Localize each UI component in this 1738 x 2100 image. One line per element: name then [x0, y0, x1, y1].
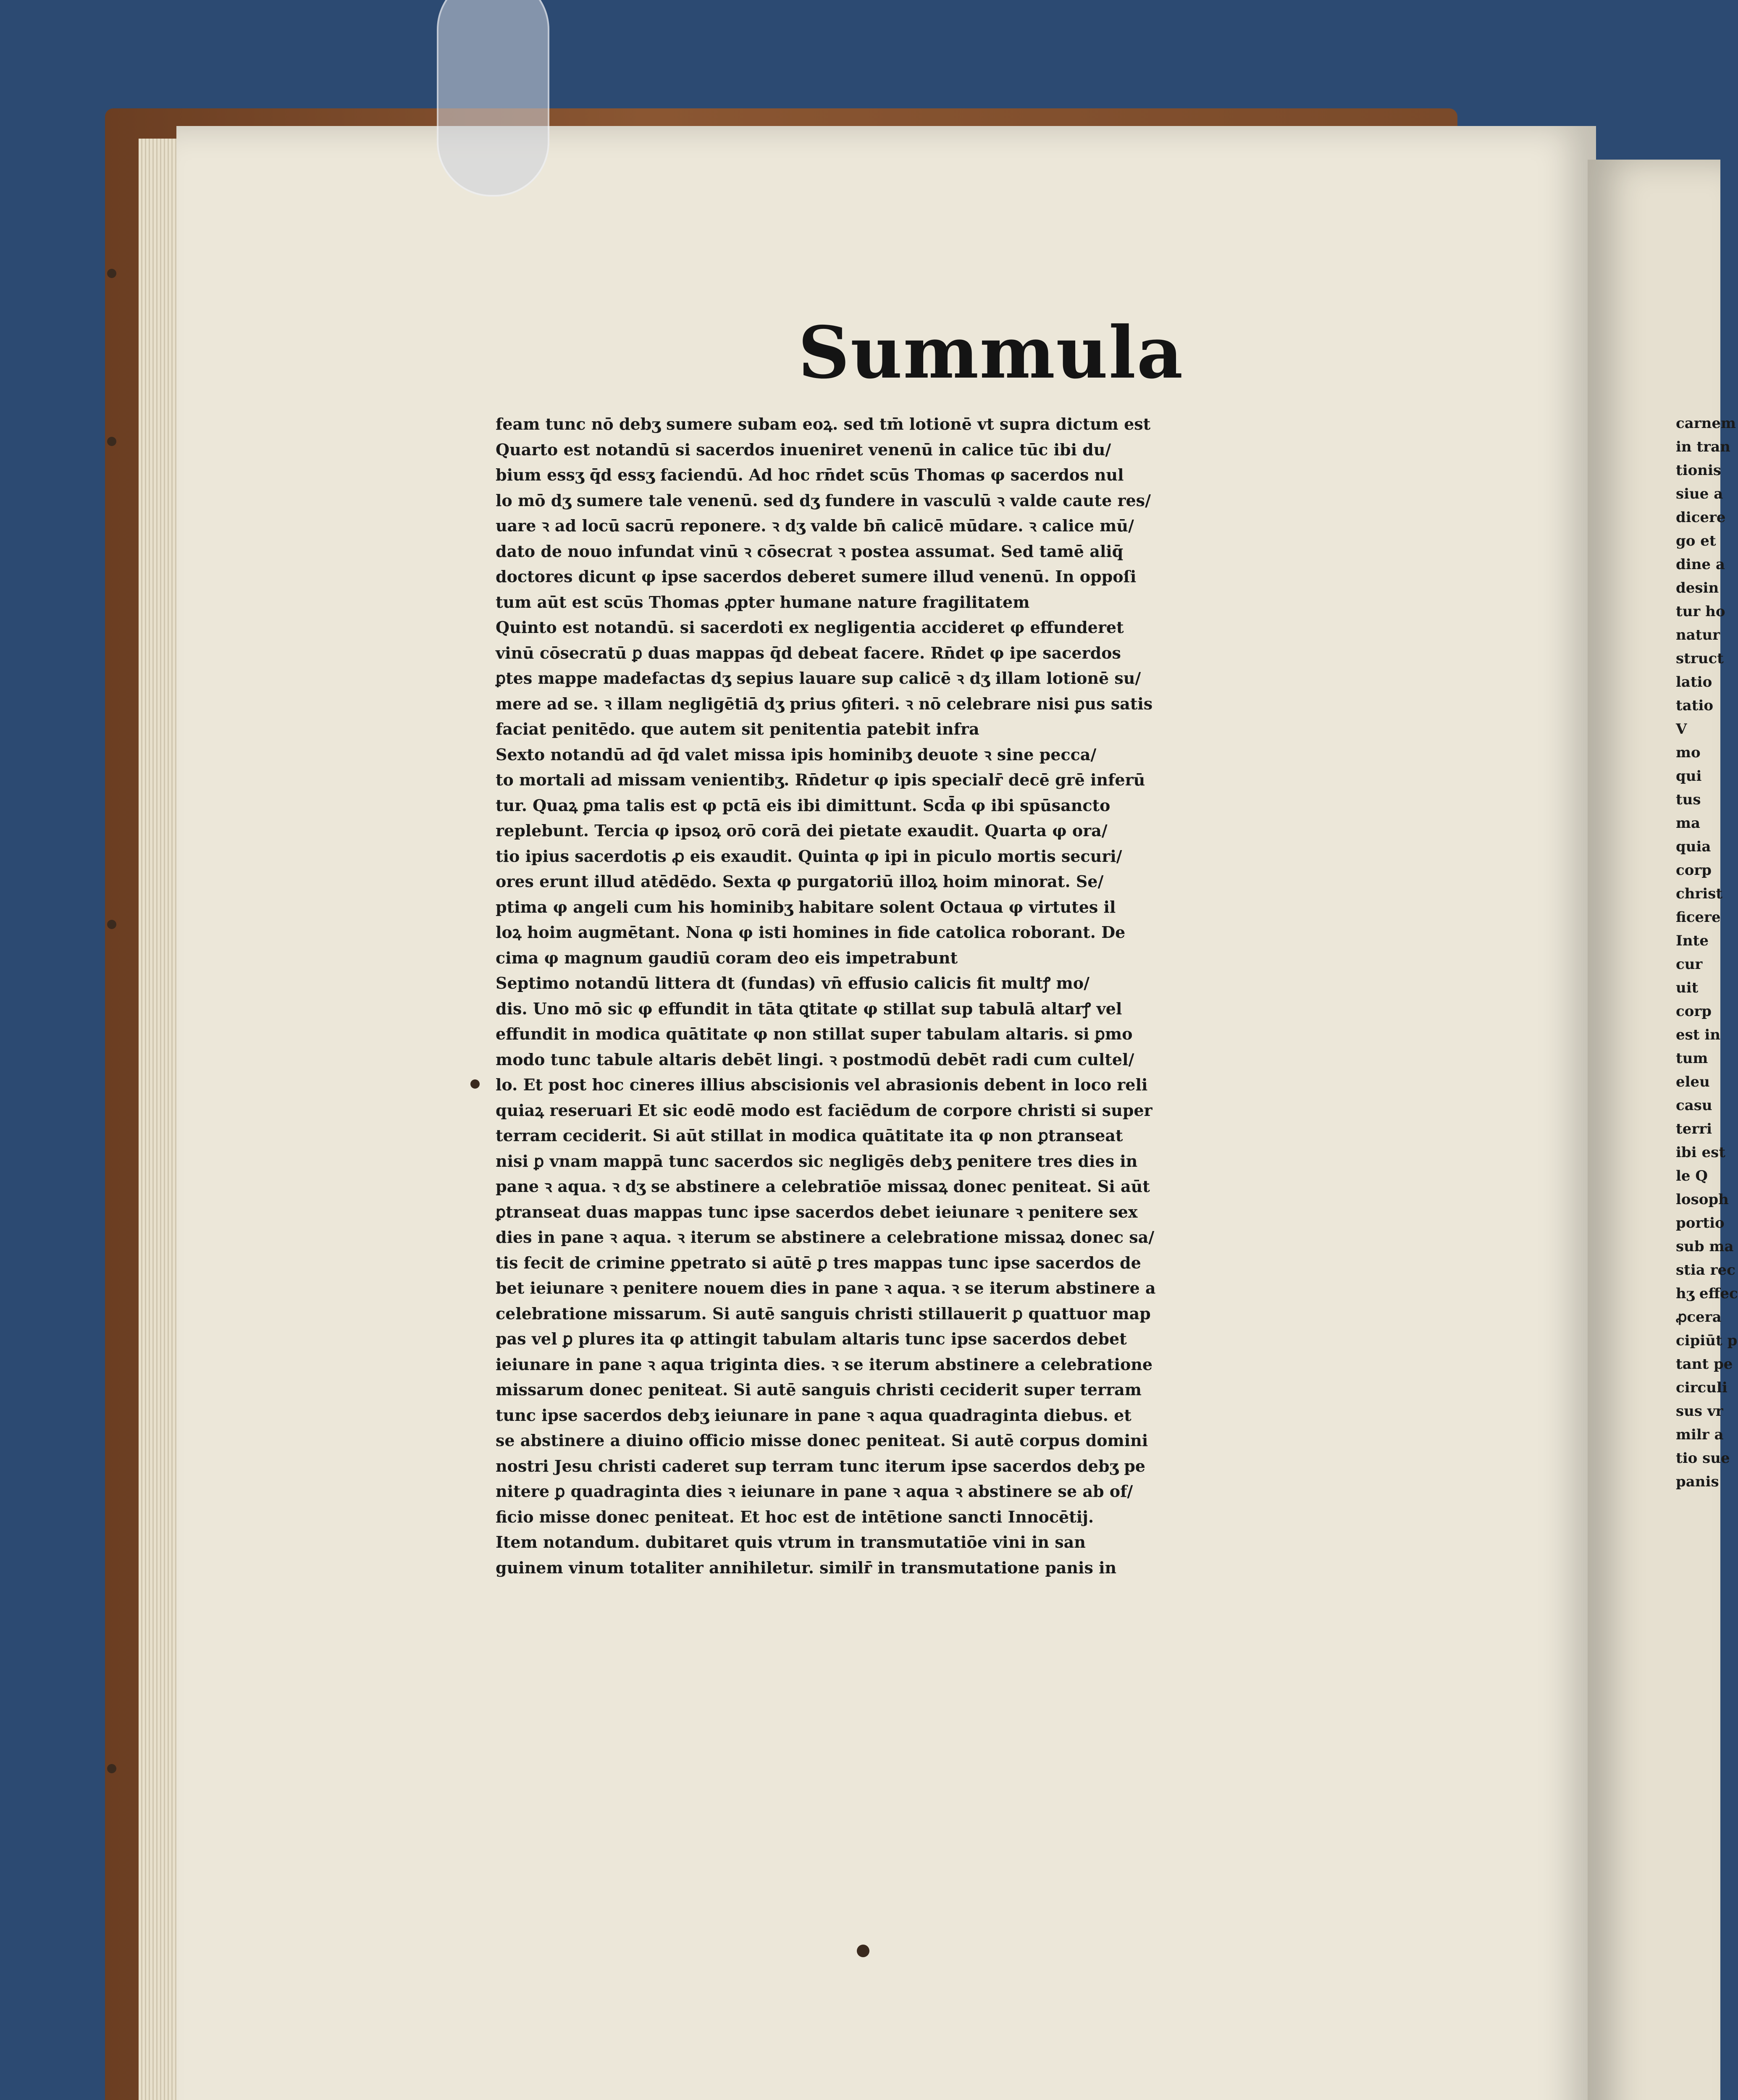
text-block [496, 412, 1411, 1580]
wormhole [107, 437, 116, 446]
page-clip-top [437, 0, 549, 197]
facing-text-fragment: ꝓcera [1676, 1309, 1722, 1326]
facing-text-fragment: tur ho [1676, 603, 1725, 620]
facing-text-fragment: tum [1676, 1050, 1708, 1067]
wormhole [107, 920, 116, 929]
wormhole [107, 269, 116, 278]
text-line: nitere ꝑ quadraginta dies ꝛ ieiunare in pane ꝛ aqua ꝛ abstinere se ab of/ [496, 1482, 1133, 1501]
text-line: replebunt. Tercia φ ipsoꝝ orō corā dei pietate exaudit. Quarta φ ora/ [496, 821, 1108, 840]
facing-text-fragment: corp [1676, 1003, 1712, 1020]
facing-text-fragment: Inte [1676, 932, 1709, 949]
facing-text-fragment: christ [1676, 885, 1723, 902]
facing-text-fragment: carnem [1676, 415, 1736, 432]
text-line: tum aūt est scūs Thomas ꝓpter humane nature fragilitatem [496, 592, 1030, 612]
text-line: bium essʒ q̄d essʒ faciendū. Ad hoc rn̄det scūs Thomas φ sacerdos nul [496, 465, 1124, 484]
facing-text-fragment: go et [1676, 533, 1716, 549]
text-line: se abstinere a diuino officio misse donec peniteat. Si autē corpus domini [496, 1431, 1148, 1450]
facing-text-fragment: tatio [1676, 697, 1714, 714]
facing-text-fragment: tant pe [1676, 1356, 1733, 1373]
facing-text-fragment: quia [1676, 838, 1711, 855]
facing-text-fragment: tionis [1676, 462, 1722, 479]
facing-text-fragment: circuli [1676, 1379, 1727, 1396]
text-line: dato de nouo infundat vinū ꝛ cōsecrat ꝛ postea assumat. Sed tamē aliq̄ [496, 541, 1124, 561]
facing-text-fragment: mo [1676, 744, 1701, 761]
text-line: mere ad se. ꝛ illam negligētiā dʒ prius ꝯfiteri. ꝛ nō celebrare nisi ꝑus satis [496, 694, 1153, 713]
facing-text-fragment: tus [1676, 791, 1701, 808]
facing-text-fragment: natur [1676, 627, 1720, 643]
text-line: effundit in modica quātitate φ non stillat super tabulam altaris. si ꝑmo [496, 1024, 1133, 1043]
text-line: ptima φ angeli cum his hominibʒ habitare solent Octaua φ virtutes il [496, 897, 1116, 916]
facing-text-fragment: portio [1676, 1215, 1725, 1231]
text-line: Quarto est notandū si sacerdos inueniret venenū in calice tūc ibi du/ [496, 440, 1111, 459]
text-line: bet ieiunare ꝛ penitere nouem dies in pane ꝛ aqua. ꝛ se iterum abstinere a [496, 1278, 1156, 1297]
facing-text-fragment: le Q [1676, 1168, 1708, 1184]
facing-page-text [1676, 412, 1738, 1494]
text-line: vinū cōsecratū ꝑ duas mappas q̄d debeat facere. Rn̄det φ ipe sacerdos [496, 643, 1121, 662]
facing-text-fragment: ma [1676, 815, 1701, 832]
text-line: loꝝ hoim augmētant. Nona φ isti homines in fide catolica roborant. De [496, 923, 1126, 942]
wormhole [857, 1945, 869, 1957]
facing-text-fragment: est in [1676, 1026, 1720, 1043]
running-title: Summula [798, 311, 1184, 395]
facing-text-fragment: corp [1676, 862, 1712, 879]
facing-text-fragment: latio [1676, 674, 1712, 690]
text-line: ꝑtes mappe madefactas dʒ sepius lauare sup calicē ꝛ dʒ illam lotionē su/ [496, 669, 1141, 688]
wormhole [470, 1079, 480, 1089]
facing-text-fragment: cur [1676, 956, 1703, 973]
text-line: ficio misse donec peniteat. Et hoc est de intētione sancti Innocētij. [496, 1507, 1094, 1526]
facing-text-fragment: milr a [1676, 1426, 1724, 1443]
text-line: feam tunc nō debʒ sumere subam eoꝝ. sed tm̄ lotionē vt supra dictum est [496, 415, 1151, 433]
facing-text-fragment: terri [1676, 1121, 1712, 1137]
text-line: doctores dicunt φ ipse sacerdos deberet sumere illud venenū. In oppoſi [496, 567, 1137, 586]
facing-text-fragment: casu [1676, 1097, 1712, 1114]
text-line: Septimo notandū littera dt (fundas) vn̄ effusio calicis fit multꝭ mo/ [496, 974, 1090, 992]
text-line: nostri Jesu christi caderet sup terram tunc iterum ipse sacerdos debʒ pe [496, 1456, 1145, 1475]
text-line: guinem vinum totaliter annihiletur. similr̄ in transmutatione panis in [496, 1558, 1117, 1577]
text-line: terram ceciderit. Si aūt stillat in modica quātitate ita φ non ꝑtranseat [496, 1126, 1123, 1145]
facing-text-fragment: panis [1676, 1473, 1719, 1490]
text-line: nisi ꝑ vnam mappā tunc sacerdos sic negligēs debʒ penitere tres dies in [496, 1151, 1138, 1171]
facing-text-fragment: dine a [1676, 556, 1725, 573]
facing-text-fragment: qui [1676, 768, 1702, 785]
text-line: ieiunare in pane ꝛ aqua triginta dies. ꝛ se iterum abstinere a celebratione [496, 1354, 1153, 1374]
text-line: quiaꝝ reseruari Et sic eodē modo est faciēdum de corpore christi si super [496, 1100, 1153, 1120]
facing-text-fragment: siue a [1676, 486, 1723, 502]
facing-text-fragment: struct [1676, 650, 1724, 667]
text-line: Sexto notandū ad q̄d valet missa ipis hominibʒ deuote ꝛ sine pecca/ [496, 745, 1097, 764]
text-line: dies in pane ꝛ aqua. ꝛ iterum se abstinere a celebratione missaꝝ donec sa/ [496, 1228, 1155, 1247]
facing-text-fragment: ficere [1676, 909, 1721, 926]
text-line: pane ꝛ aqua. ꝛ dʒ se abstinere a celebratiōe missaꝝ donec peniteat. Si aūt [496, 1177, 1150, 1196]
facing-text-fragment: dicere [1676, 509, 1726, 526]
text-line: uare ꝛ ad locū sacrū reponere. ꝛ dʒ valde bn̄ calicē mūdare. ꝛ calice mū/ [496, 516, 1134, 535]
facing-text-fragment: stia rec [1676, 1262, 1735, 1278]
facing-text-fragment: uit [1676, 979, 1699, 996]
text-line: pas vel ꝑ plures ita φ attingit tabulam altaris tunc ipse sacerdos debet [496, 1329, 1127, 1348]
facing-text-fragment: losoph [1676, 1191, 1729, 1208]
facing-text-fragment: sus vr [1676, 1403, 1723, 1420]
text-line: missarum donec peniteat. Si autē sanguis christi ceciderit super terram [496, 1380, 1142, 1399]
facing-text-fragment: in tran [1676, 438, 1730, 455]
facing-text-fragment: tio sue [1676, 1450, 1730, 1467]
wormhole [107, 1764, 116, 1773]
text-line: tio ipius sacerdotis ꝓ eis exaudit. Quinta φ ipi in piculo mortis securi/ [496, 846, 1122, 866]
text-line: celebratione missarum. Si autē sanguis christi stillauerit ꝑ quattuor map [496, 1304, 1151, 1323]
text-line: Item notandum. dubitaret quis vtrum in transmutatiōe vini in san [496, 1533, 1086, 1551]
facing-text-fragment: desin [1676, 580, 1719, 596]
text-line: lo. Et post hoc cineres illius abscisionis vel abrasionis debent in loco reli [496, 1075, 1148, 1094]
text-line: ꝑtranseat duas mappas tunc ipse sacerdos debet ieiunare ꝛ penitere sex [496, 1202, 1138, 1221]
text-line: to mortali ad missam venientibʒ. Rn̄detur φ ipis specialr̄ decē grē inferū [496, 770, 1145, 789]
text-line: faciat penitēdo. que autem sit penitentia patebit infra [496, 719, 979, 738]
text-line: dis. Uno mō sic φ effundit in tāta ꝗtitate φ stillat sup tabulā altarꝭ vel [496, 999, 1122, 1018]
facing-text-fragment: ibi est [1676, 1144, 1725, 1161]
text-line: modo tunc tabule altaris debēt lingi. ꝛ postmodū debēt radi cum cultel/ [496, 1050, 1134, 1069]
text-line: tur. Quaꝝ ꝑma talis est φ pctā eis ibi dimittunt. Scd̄a φ ibi spūsancto [496, 795, 1111, 815]
facing-text-fragment: eleu [1676, 1074, 1710, 1090]
text-line: tis fecit de crimine ꝑpetrato si aūtē ꝑ tres mappas tunc ipse sacerdos de [496, 1253, 1141, 1272]
text-line: ores erunt illud atēdēdo. Sexta φ purgatoriū illoꝝ hoim minorat. Se/ [496, 872, 1104, 891]
facing-text-fragment: hʒ effec [1676, 1285, 1738, 1302]
facing-text-fragment: cipiūt p [1676, 1332, 1738, 1349]
text-line: lo mō dʒ sumere tale venenū. sed dʒ fundere in vasculū ꝛ valde caute res/ [496, 491, 1151, 510]
text-line: Quinto est notandū. si sacerdoti ex negligentia accideret φ effunderet [496, 618, 1124, 637]
facing-text-fragment: V [1676, 721, 1687, 738]
facing-text-fragment: sub ma [1676, 1238, 1734, 1255]
text-line: cima φ magnum gaudiū coram deo eis impetrabunt [496, 948, 958, 967]
text-line: tunc ipse sacerdos debʒ ieiunare in pane ꝛ aqua quadraginta diebus. et [496, 1405, 1132, 1425]
